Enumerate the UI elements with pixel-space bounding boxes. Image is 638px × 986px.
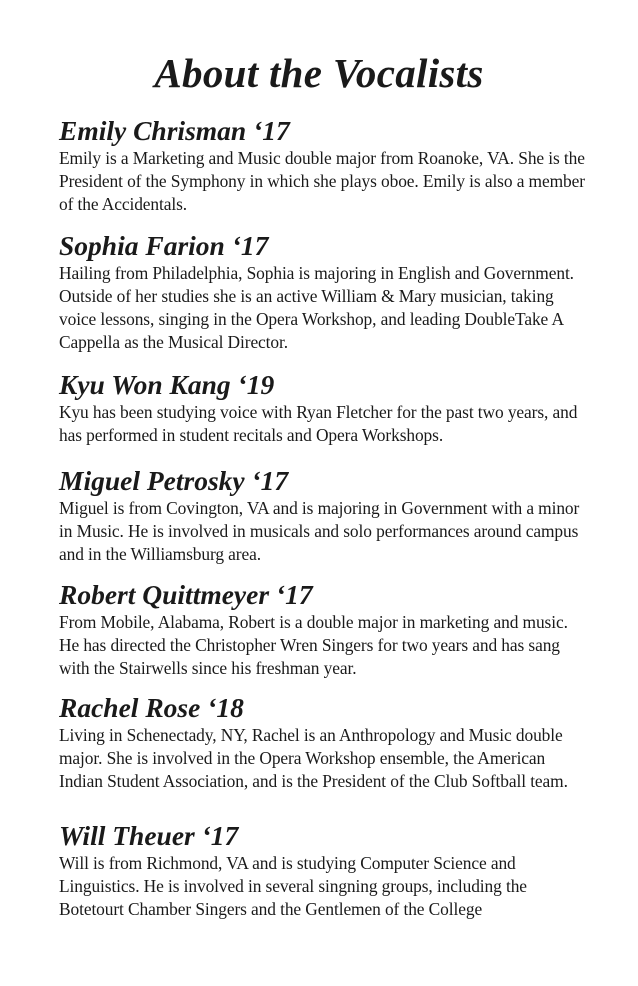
vocalist-entry [59,115,589,216]
vocalist-name: Rachel Rose ‘18 [59,692,244,723]
vocalist-entry [59,465,589,566]
vocalist-bio: Will is from Richmond, VA and is studying Computer Science and Linguistics. He is involved in several singning groups, including the Botetourt Chamber Singers and the Gentlemen of the College [59,853,527,919]
vocalist-bio: From Mobile, Alabama, Robert is a double major in marketing and music. He has directed the Christopher Wren Singers for two years and has sang with the Stairwells since his freshman year. [59,612,568,678]
vocalist-bio: Miguel is from Covington, VA and is majoring in Government with a minor in Music. He is involved in musicals and solo performances around campus and in the Williamsburg area. [59,498,580,564]
vocalist-bio: Emily is a Marketing and Music double major from Roanoke, VA. She is the President of the Symphony in which she plays oboe. Emily is also a member of the Accidentals. [59,148,585,214]
vocalist-bio: Hailing from Philadelphia, Sophia is majoring in English and Government. Outside of her studies she is an active William & Mary musician, taking voice lessons, singing in the Opera Workshop, and leading DoubleTake A Cappella as the Musical Director. [59,263,574,352]
vocalist-entry [59,820,589,921]
vocalist-bio: Kyu has been studying voice with Ryan Fletcher for the past two years, and has performed in student recitals and Opera Workshops. [59,402,578,445]
vocalist-name: Emily Chrisman ‘17 [59,115,290,146]
vocalist-entry [59,579,589,680]
page-title: About the Vocalists [154,50,484,96]
vocalist-name: Will Theuer ‘17 [59,820,239,851]
vocalist-name: Robert Quittmeyer ‘17 [59,579,313,610]
vocalist-entry [59,692,589,793]
vocalist-name: Miguel Petrosky ‘17 [59,465,289,496]
vocalist-entry [59,369,589,447]
vocalist-entry [59,230,589,354]
vocalist-name: Sophia Farion ‘17 [59,230,269,261]
vocalist-name: Kyu Won Kang ‘19 [59,369,275,400]
vocalist-bio: Living in Schenectady, NY, Rachel is an Anthropology and Music double major. She is involved in the Opera Workshop ensemble, the American Indian Student Association, and is the President of the Club Softball team. [59,725,568,791]
